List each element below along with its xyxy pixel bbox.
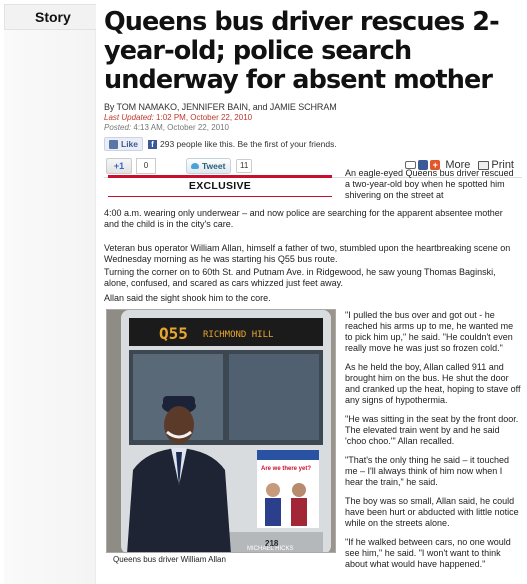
- like-count-text: 293 people like this. Be the first of your friends.: [160, 139, 337, 149]
- facebook-like-row: [104, 137, 522, 151]
- article-intro-float: An eagle-eyed Queens bus driver rescued a two-year-old boy when he spotted him shivering on the street at: [345, 168, 514, 200]
- twitter-bird-icon: [191, 163, 199, 169]
- last-updated-value: 1:02 PM, October 22, 2010: [156, 113, 253, 122]
- article-paragraph: Allan said the sight shook him to the core.: [104, 293, 271, 303]
- bus-ad-text: Are we there yet?: [261, 466, 312, 472]
- article-main: [104, 0, 522, 569]
- like-label: Like: [121, 139, 139, 149]
- article-paragraph: "I pulled the bus over and got out - he reached his arms up to me, he wanted me to pick him up," he said. "He couldn't even really move he was just so frozen cold.": [345, 310, 514, 353]
- photo-caption: Queens bus driver William Allan: [106, 554, 336, 568]
- article-paragraph: The boy was so small, Allan said, he could have been hurt or abducted with little notice while on the streets alone.: [345, 496, 519, 528]
- article-headline: Queens bus driver rescues 2-year-old; police search underway for absent mother: [104, 7, 499, 95]
- tweet-button[interactable]: [186, 158, 231, 174]
- tweet-label: Tweet: [202, 161, 226, 171]
- article-photo[interactable]: [106, 309, 336, 553]
- article-right-column: [345, 310, 521, 578]
- exclusive-label: EXCLUSIVE: [108, 175, 332, 197]
- bus-number: 218: [265, 539, 279, 548]
- article-paragraph: Veteran bus operator William Allan, himself a father of two, stumbled upon the heartbreaking scene on Wednesday morning as he was starting his Q55 bus route.: [104, 243, 511, 264]
- google-plus-count: 0: [136, 158, 156, 174]
- print-link[interactable]: Print: [491, 159, 514, 171]
- more-share-link[interactable]: More: [445, 159, 471, 171]
- last-updated-label: Last Updated:: [104, 113, 154, 122]
- bus-route-sign: Q55: [159, 324, 188, 343]
- article-paragraph: Turning the corner on to 60th St. and Putnam Ave. in Ridgewood, he saw young Thomas Baginski, alone, confused, and scared as cars whizzed just feet away.: [104, 267, 496, 288]
- facebook-icon: f: [148, 140, 157, 149]
- photo-credit: MICHAEL HICKS: [247, 546, 294, 552]
- facebook-like-button[interactable]: [104, 137, 143, 151]
- addthis-plus-icon[interactable]: +: [430, 160, 440, 170]
- article-paragraph: As he held the boy, Allan called 911 and brought him on the bus. He shut the door and cranked up the heat, hoping to stave off any signs of hypothermia.: [345, 362, 521, 405]
- article-intro-rest: 4:00 a.m. wearing only underwear – and now police are searching for the apparent absentee mother and the child is in the city's care.: [104, 208, 503, 229]
- article-dates: [104, 113, 522, 133]
- thumbs-up-icon: [109, 140, 118, 149]
- google-plus-button[interactable]: +1: [106, 158, 132, 174]
- posted-label: Posted:: [104, 123, 132, 132]
- posted-value: 4:13 AM, October 22, 2010: [133, 123, 229, 132]
- posted-date: [104, 123, 522, 133]
- story-tab-label: Story: [35, 9, 71, 25]
- byline: By TOM NAMAKO, JENNIFER BAIN, and JAMIE SCHRAM: [104, 102, 337, 112]
- sidebar-rail: [4, 30, 96, 584]
- article-paragraph: "He was sitting in the seat by the front door. The elevated train went by and he said 'choo choo.'" Allan recalled.: [345, 414, 519, 446]
- article-paragraph: "That's the only thing he said – it touched me – I'll always think of him now when I hear the train," he said.: [345, 455, 510, 487]
- bus-driver-photo-illustration: [107, 310, 336, 553]
- bus-destination-sign: RICHMOND HILL: [203, 330, 274, 340]
- last-updated: [104, 113, 522, 123]
- tweet-count: 11: [236, 159, 252, 173]
- story-tab[interactable]: [4, 4, 96, 30]
- article-paragraph: "If he walked between cars, no one would see him," he said. "I won't want to think about what would have happened.": [345, 537, 511, 569]
